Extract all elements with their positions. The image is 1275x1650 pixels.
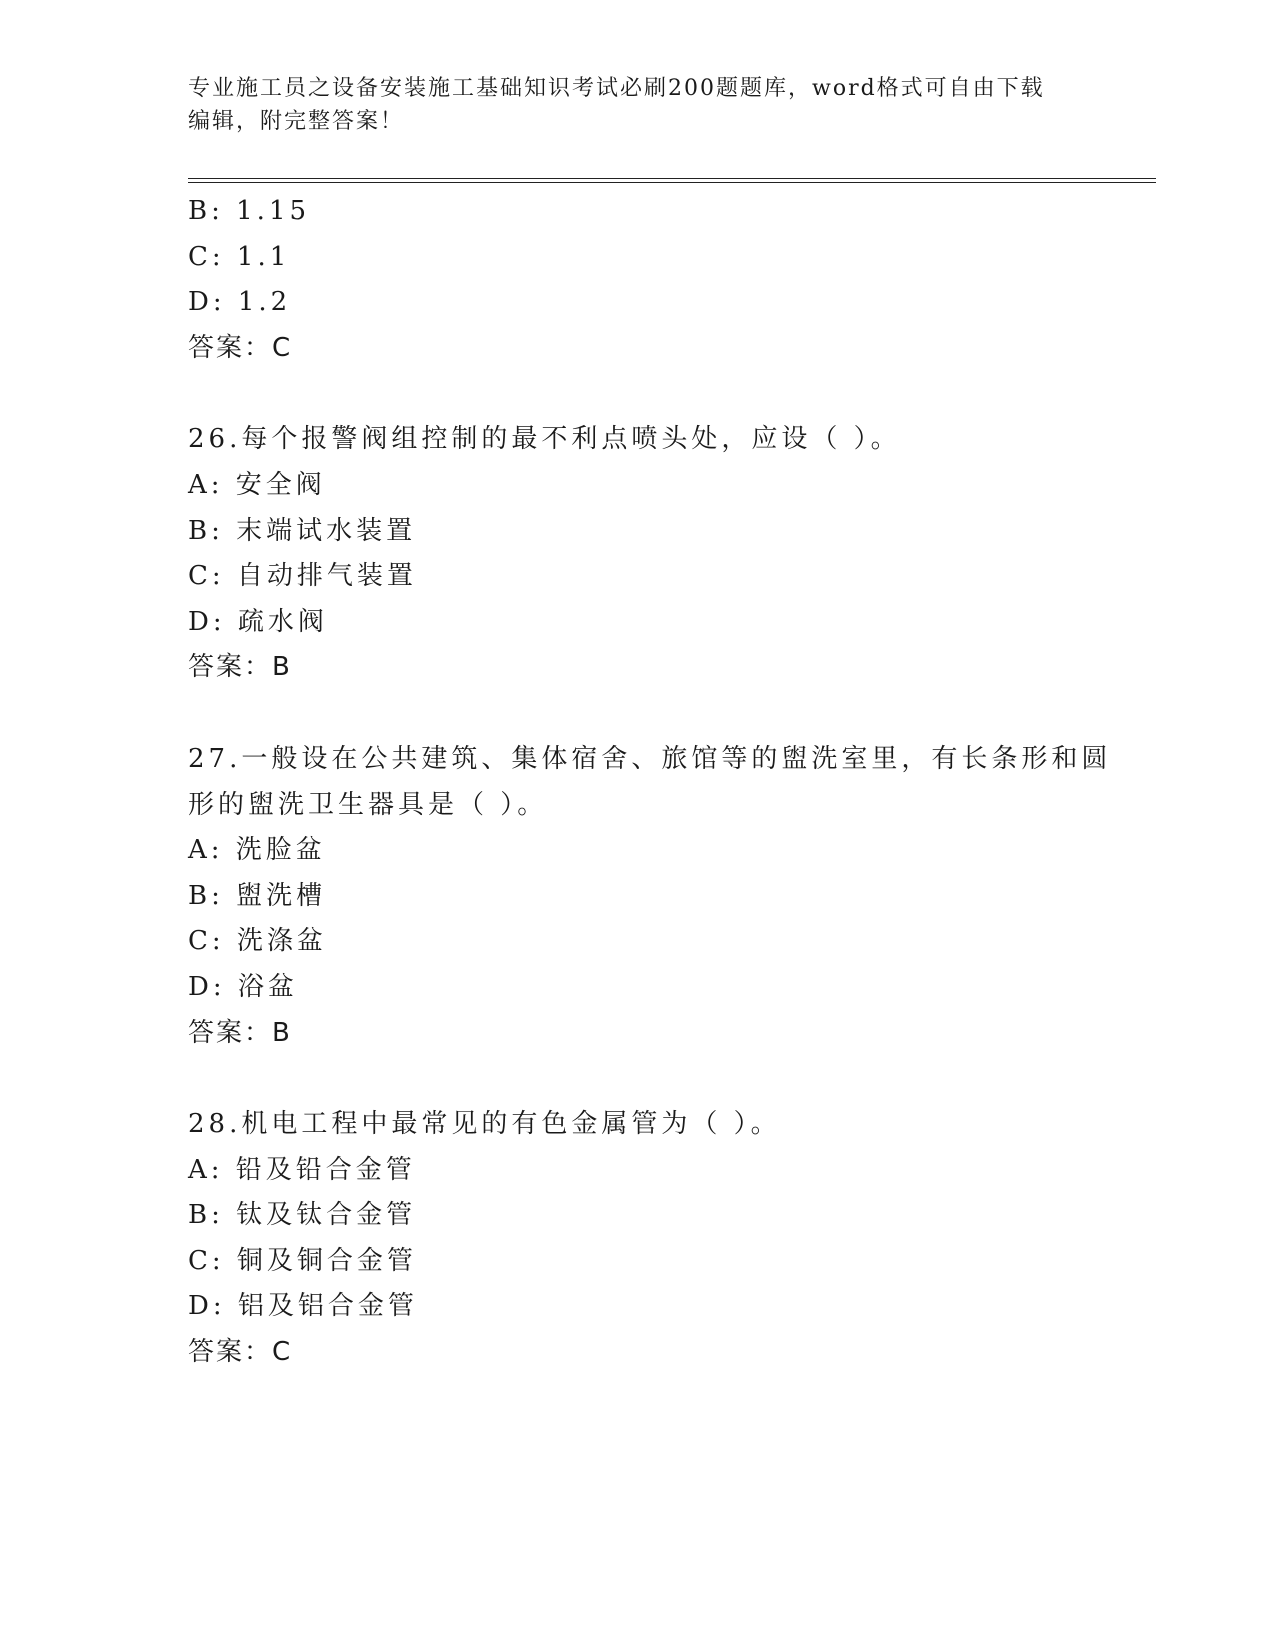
option-c: C: 铜及铜合金管 (188, 1245, 417, 1276)
question-stem-line-2: 形的盥洗卫生器具是（ ）。 (188, 789, 548, 820)
answer: 答案：C (188, 1337, 293, 1368)
option-a: A: 洗脸盆 (188, 835, 326, 866)
option-d: D: 浴盆 (188, 971, 298, 1002)
option-a: A: 安全阀 (188, 469, 326, 500)
option-b: B: 钛及钛合金管 (188, 1200, 417, 1231)
answer: 答案：B (188, 1017, 292, 1048)
header-line-1: 专业施工员之设备安装施工基础知识考试必刷200题题库，word格式可自由下载 (188, 76, 1045, 101)
header-divider-top (188, 178, 1156, 179)
question-stem: 28.机电工程中最常见的有色金属管为（ ）。 (188, 1109, 781, 1140)
option-a: A: 铅及铅合金管 (188, 1154, 416, 1185)
option-d: D: 1.2 (188, 287, 292, 318)
question-25-continuation (188, 189, 1088, 371)
question-28 (188, 1102, 1088, 1376)
question-26 (188, 417, 1088, 691)
question-27 (188, 737, 1112, 1056)
document-header (188, 72, 1088, 138)
question-list (188, 189, 1112, 1376)
option-b: B: 盥洗槽 (188, 880, 327, 911)
header-divider-bottom (188, 182, 1156, 183)
spacer (188, 691, 1088, 737)
header-line-2: 编辑，附完整答案！ (188, 109, 405, 134)
question-stem: 26.每个报警阀组控制的最不利点喷头处，应设（ ）。 (188, 424, 901, 455)
option-c: C: 自动排气装置 (188, 561, 417, 592)
option-c: C: 1.1 (188, 241, 291, 272)
answer: 答案：C (188, 332, 293, 363)
answer: 答案：B (188, 652, 292, 683)
option-b: B: 末端试水装置 (188, 515, 417, 546)
question-stem-line-1: 27.一般设在公共建筑、集体宿舍、旅馆等的盥洗室里，有长条形和圆 (188, 743, 1112, 774)
spacer (188, 371, 1088, 417)
spacer (188, 1056, 1088, 1102)
option-b: B: 1.15 (188, 196, 311, 226)
option-d: D: 疏水阀 (188, 606, 328, 637)
option-c: C: 洗涤盆 (188, 926, 327, 957)
option-d: D: 铝及铝合金管 (188, 1291, 418, 1322)
